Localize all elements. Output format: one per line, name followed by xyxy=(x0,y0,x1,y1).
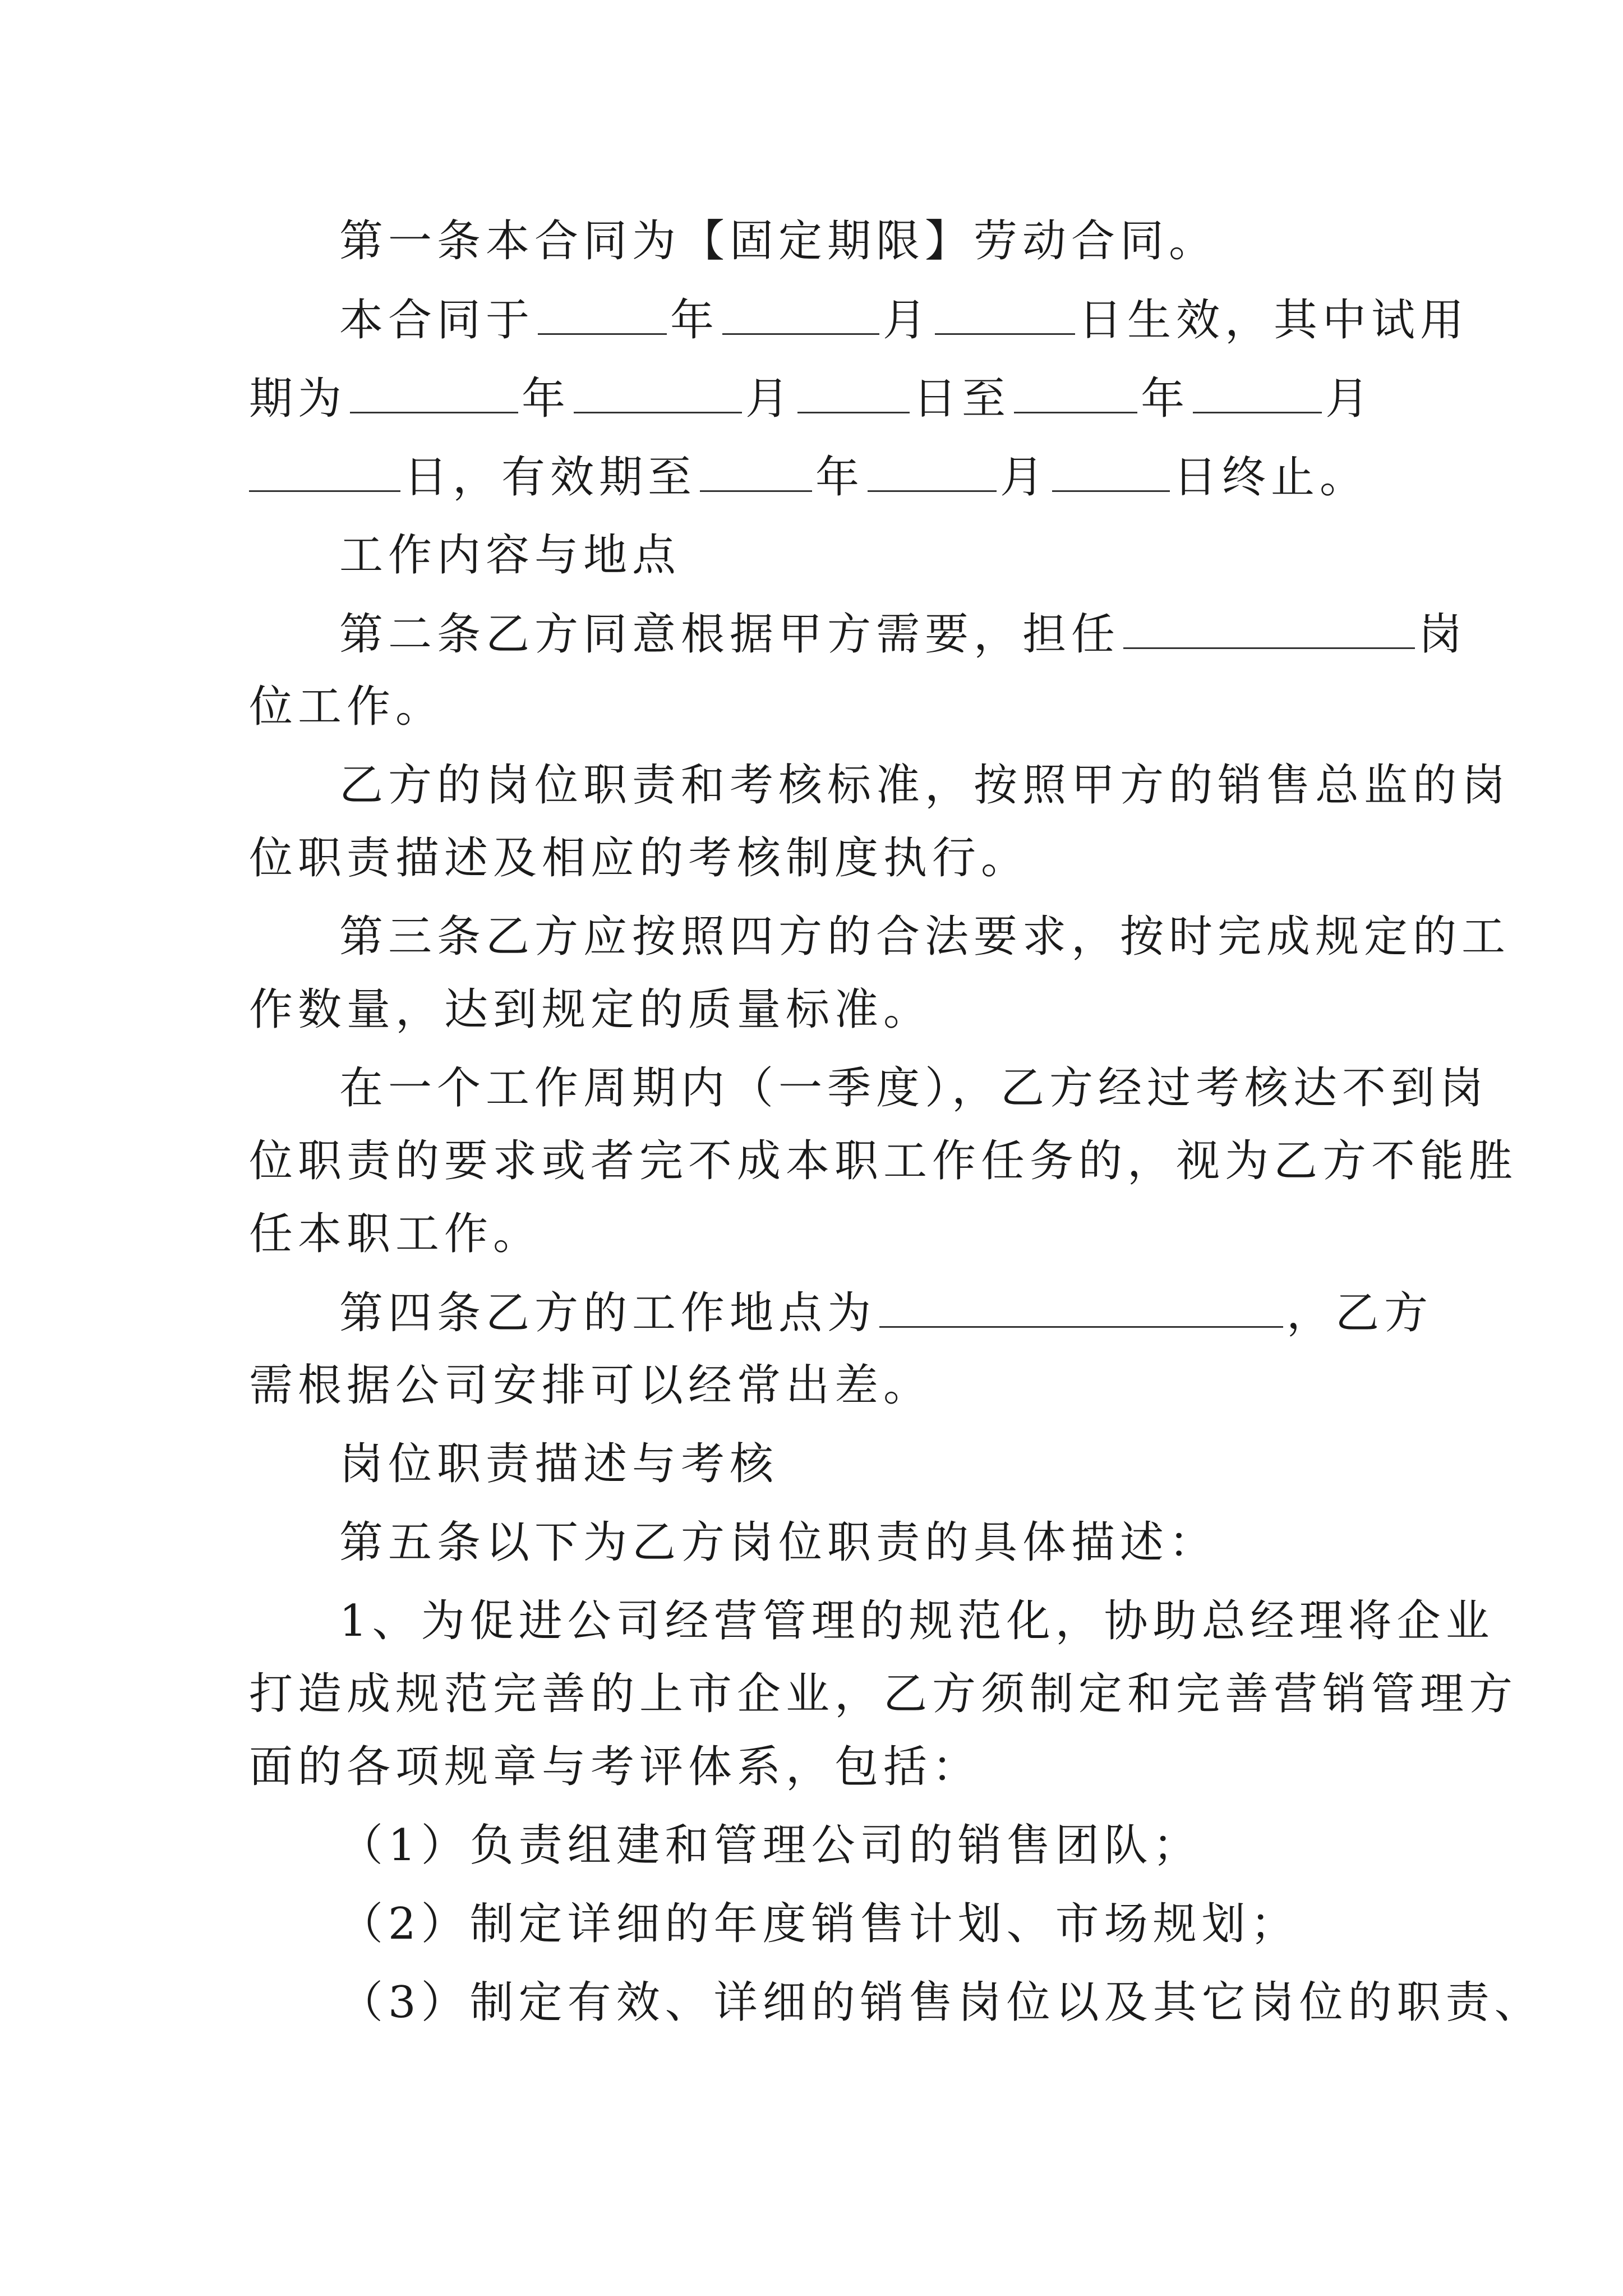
blank-field[interactable] xyxy=(574,370,742,413)
text-segment: 位职责描述及相应的考核制度执行。 xyxy=(249,833,1030,884)
article-1-text: 第一条本合同为【固定期限】劳动合同。 xyxy=(339,216,1218,266)
blank-field[interactable] xyxy=(350,370,518,413)
item-1-cont-1 xyxy=(249,1666,1518,1722)
blank-field[interactable] xyxy=(538,292,667,335)
article-4 xyxy=(339,1285,1433,1341)
probation-line xyxy=(249,370,1374,427)
blank-field[interactable] xyxy=(722,292,879,335)
paragraph-duties xyxy=(339,757,1510,813)
heading-text: 工作内容与地点 xyxy=(339,530,681,581)
text-segment: 月 xyxy=(883,295,932,346)
article-5 xyxy=(339,1515,1218,1571)
section-heading-work xyxy=(339,527,681,583)
text-segment: 年 xyxy=(670,295,720,346)
text-segment: 日生效，其中试用 xyxy=(1078,295,1469,346)
text-segment: 位工作。 xyxy=(249,682,445,732)
text-segment: 月 xyxy=(1325,374,1375,424)
text-segment: 本合同于 xyxy=(339,295,535,346)
paragraph-duties-cont xyxy=(249,830,1030,886)
sub-item-3 xyxy=(339,1975,1543,2031)
text-segment: （2）制定详细的年度销售计划、市场规划； xyxy=(339,1899,1299,1949)
item-1-cont-2 xyxy=(249,1739,981,1795)
text-segment: 第五条以下为乙方岗位职责的具体描述： xyxy=(339,1517,1218,1568)
text-segment: 期为 xyxy=(249,374,347,424)
blank-field[interactable] xyxy=(935,292,1075,335)
text-segment: 任本职工作。 xyxy=(249,1209,542,1259)
paragraph-period-cont-2 xyxy=(249,1206,542,1262)
item-1 xyxy=(339,1593,1495,1649)
text-segment: 打造成规范完善的上市企业，乙方须制定和完善营销管理方 xyxy=(249,1669,1518,1719)
text-segment: 作数量，达到规定的质量标准。 xyxy=(249,984,933,1035)
text-segment: 岗 xyxy=(1418,609,1468,660)
article-3-cont xyxy=(249,982,932,1038)
text-segment: 年 xyxy=(522,374,571,424)
section-heading-duties xyxy=(339,1436,778,1492)
text-segment: 第四条乙方的工作地点为 xyxy=(339,1288,877,1338)
text-segment: 日终止。 xyxy=(1173,452,1369,503)
heading-text: 岗位职责描述与考核 xyxy=(339,1439,779,1489)
article-2 xyxy=(339,606,1467,662)
sub-item-1 xyxy=(339,1818,1202,1874)
blank-field[interactable] xyxy=(249,449,400,492)
text-segment: 位职责的要求或者完不成本职工作任务的，视为乙方不能胜 xyxy=(249,1136,1518,1186)
blank-field[interactable] xyxy=(797,370,910,413)
paragraph-period xyxy=(339,1060,1488,1116)
text-segment: （1）负责组建和管理公司的销售团队； xyxy=(339,1820,1202,1871)
article-4-cont xyxy=(249,1358,932,1414)
term-line xyxy=(249,449,1368,505)
text-segment: 需根据公司安排可以经常出差。 xyxy=(249,1360,933,1411)
text-segment: 面的各项规章与考评体系，包括： xyxy=(249,1742,981,1792)
effective-date-line xyxy=(339,292,1469,348)
blank-field[interactable] xyxy=(1123,606,1415,649)
article-2-cont xyxy=(249,679,444,735)
text-segment: 在一个工作周期内（一季度），乙方经过考核达不到岗 xyxy=(339,1063,1489,1114)
text-segment: 年 xyxy=(815,452,865,503)
text-segment: 日至 xyxy=(913,374,1011,424)
text-segment: 日，有效期至 xyxy=(404,452,697,503)
article-1 xyxy=(339,213,1218,269)
text-segment: 月 xyxy=(1000,452,1049,503)
blank-field[interactable] xyxy=(1193,370,1322,413)
article-3 xyxy=(339,909,1510,965)
text-segment: 月 xyxy=(745,374,795,424)
text-segment: ，乙方 xyxy=(1287,1288,1433,1338)
text-segment: （3）制定有效、详细的销售岗位以及其它岗位的职责、 xyxy=(339,1977,1543,2028)
text-segment: 1、为促进公司经营管理的规范化，协助总经理将企业 xyxy=(339,1596,1495,1646)
sub-item-2 xyxy=(339,1896,1299,1952)
blank-field[interactable] xyxy=(700,449,812,492)
text-segment: 第二条乙方同意根据甲方需要，担任 xyxy=(339,609,1121,660)
blank-field[interactable] xyxy=(1052,449,1170,492)
blank-field[interactable] xyxy=(868,449,997,492)
text-segment: 年 xyxy=(1141,374,1190,424)
blank-field[interactable] xyxy=(879,1285,1283,1328)
text-segment: 乙方的岗位职责和考核标准，按照甲方的销售总监的岗 xyxy=(339,760,1511,811)
text-segment: 第三条乙方应按照四方的合法要求，按时完成规定的工 xyxy=(339,912,1511,962)
blank-field[interactable] xyxy=(1014,370,1137,413)
paragraph-period-cont-1 xyxy=(249,1133,1518,1189)
